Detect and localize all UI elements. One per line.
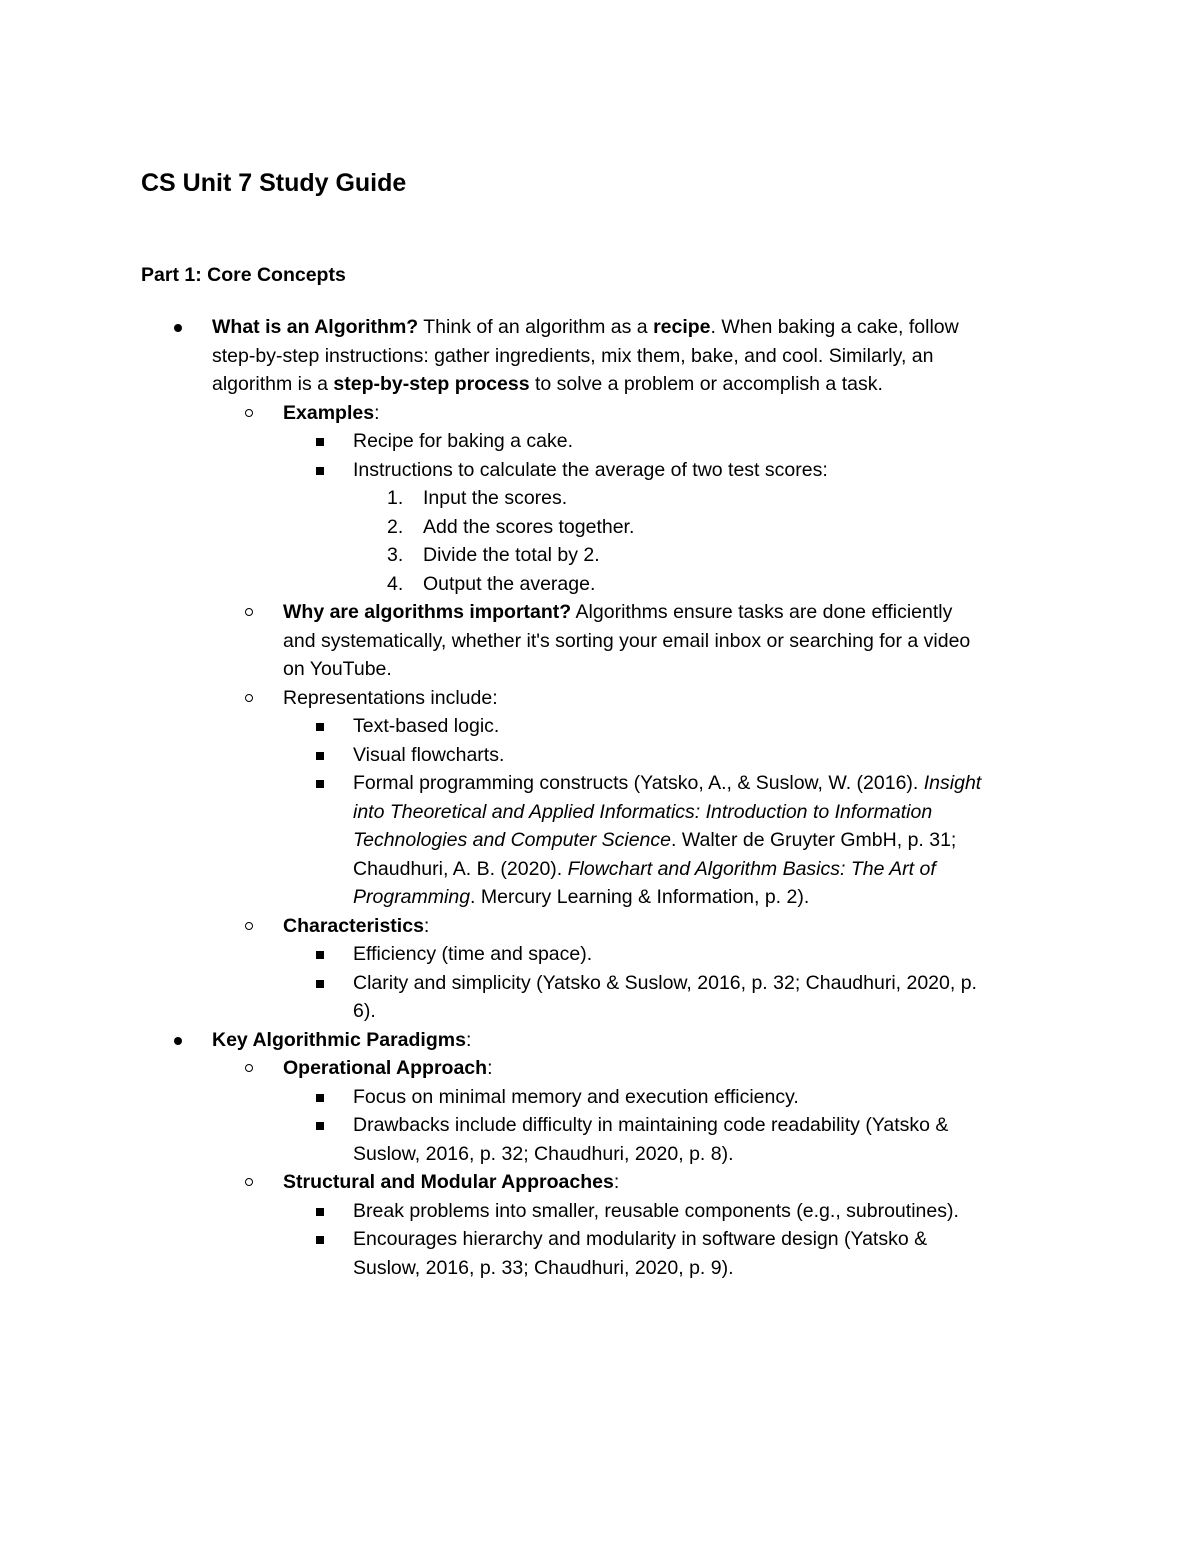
bullet-square-icon <box>316 723 324 731</box>
list-item-continuation: into Theoretical and Applied Informatics: Introduction to Information <box>353 800 933 823</box>
list-item-continuation: Technologies and Computer Science. Walter de Gruyter GmbH, p. 31; <box>353 829 957 851</box>
bullet-list <box>0 313 1200 1282</box>
list-item-continuation: and systematically, whether it's sorting your email inbox or searching for a video <box>283 629 971 652</box>
list-item-continuation: Chaudhuri, A. B. (2020). Flowchart and Algorithm Basics: The Art of <box>353 857 936 880</box>
bullet-circle-icon <box>245 608 253 616</box>
list-item: Operational Approach: <box>0 1054 1200 1083</box>
list-number: 1. <box>387 487 404 509</box>
bullet-square-icon <box>316 1236 324 1244</box>
list-item-continuation: 6). <box>353 1000 376 1022</box>
list-item-continuation: Programming. Mercury Learning & Information, p. 2). <box>353 886 810 908</box>
numbered-item: 1. Input the scores. <box>0 484 1200 513</box>
bullet-circle-icon <box>245 409 253 417</box>
list-item: Characteristics: <box>0 912 1200 941</box>
list-item: Focus on minimal memory and execution efficiency. <box>0 1083 1200 1112</box>
list-item: Representations include: <box>0 684 1200 713</box>
list-item: Instructions to calculate the average of two test scores: <box>0 456 1200 485</box>
bullet-square-icon <box>316 467 324 475</box>
list-item: Structural and Modular Approaches: <box>0 1168 1200 1197</box>
list-item-continuation: algorithm is a step-by-step process to solve a problem or accomplish a task. <box>212 373 883 395</box>
list-item-continuation: on YouTube. <box>283 658 392 680</box>
bullet-circle-icon <box>245 1178 253 1186</box>
numbered-item: 3. Divide the total by 2. <box>0 541 1200 570</box>
list-item: What is an Algorithm? Think of an algorithm as a recipe. When baking a cake, follow <box>0 313 1200 342</box>
list-item: Formal programming constructs (Yatsko, A., & Suslow, W. (2016). Insight <box>0 769 1200 798</box>
bullet-square-icon <box>316 752 324 760</box>
bullet-square-icon <box>316 1094 324 1102</box>
numbered-item: 2. Add the scores together. <box>0 513 1200 542</box>
bullet-square-icon <box>316 1122 324 1130</box>
bullet-circle-icon <box>245 1064 253 1072</box>
bullet-square-icon <box>316 1208 324 1216</box>
list-item: Clarity and simplicity (Yatsko & Suslow, 2016, p. 32; Chaudhuri, 2020, p. <box>0 969 1200 998</box>
page-title: CS Unit 7 Study Guide <box>141 169 407 197</box>
list-item: Text-based logic. <box>0 712 1200 741</box>
bullet-disc-icon <box>174 324 182 332</box>
bullet-square-icon <box>316 780 324 788</box>
list-item-continuation: Suslow, 2016, p. 32; Chaudhuri, 2020, p. 8). <box>353 1142 734 1165</box>
list-item: Examples: <box>0 399 1200 428</box>
bullet-square-icon <box>316 951 324 959</box>
list-number: 4. <box>387 572 404 595</box>
bullet-circle-icon <box>245 922 253 930</box>
list-item: Drawbacks include difficulty in maintaining code readability (Yatsko & <box>0 1111 1200 1140</box>
bullet-circle-icon <box>245 694 253 702</box>
list-item: Why are algorithms important? Algorithms ensure tasks are done efficiently <box>0 598 1200 627</box>
list-item-continuation: Suslow, 2016, p. 33; Chaudhuri, 2020, p. 9). <box>353 1256 734 1279</box>
section-heading: Part 1: Core Concepts <box>141 264 346 286</box>
list-item: Key Algorithmic Paradigms: <box>0 1026 1200 1055</box>
list-item: Encourages hierarchy and modularity in software design (Yatsko & <box>0 1225 1200 1254</box>
list-item: Recipe for baking a cake. <box>0 427 1200 456</box>
list-item-continuation: step-by-step instructions: gather ingredients, mix them, bake, and cool. Similarly, an <box>212 344 934 367</box>
numbered-item: 4. Output the average. <box>0 570 1200 599</box>
list-number: 3. <box>387 544 404 566</box>
list-item: Break problems into smaller, reusable components (e.g., subroutines). <box>0 1197 1200 1226</box>
bullet-square-icon <box>316 980 324 988</box>
bullet-disc-icon <box>174 1037 182 1045</box>
list-number: 2. <box>387 515 404 538</box>
bullet-square-icon <box>316 438 324 446</box>
list-item: Visual flowcharts. <box>0 741 1200 770</box>
list-item: Efficiency (time and space). <box>0 940 1200 969</box>
